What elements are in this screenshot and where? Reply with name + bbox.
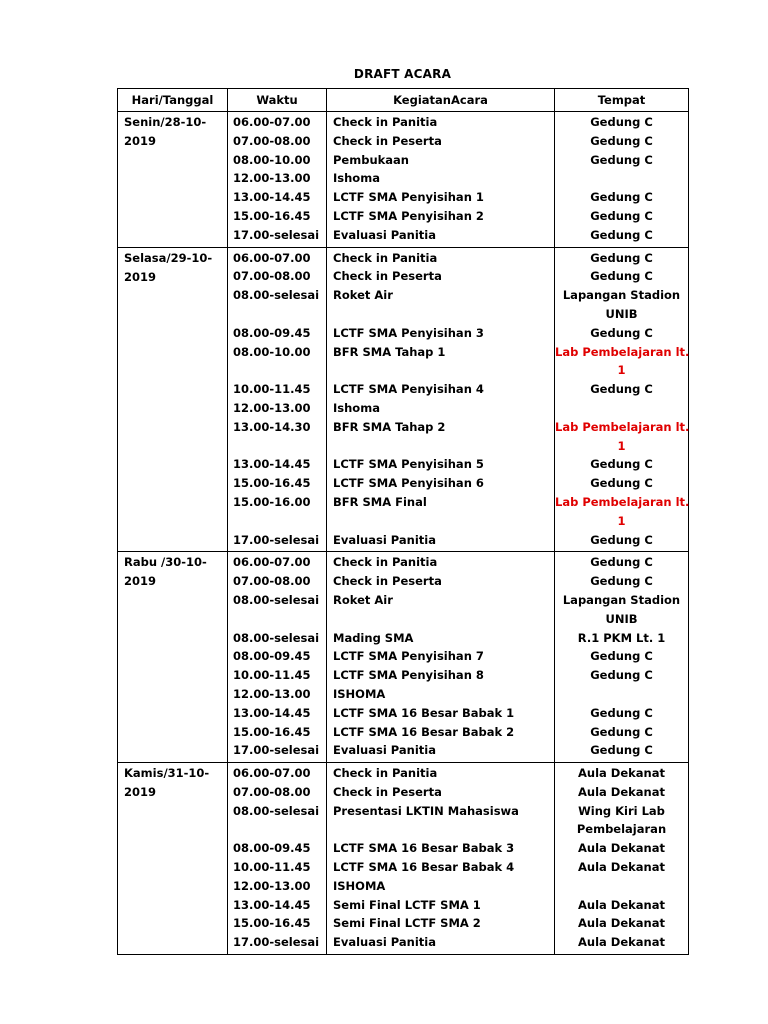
day-row [118,763,689,955]
header-time: Waktu [228,89,327,112]
entry-place: Lapangan Stadion [562,288,681,303]
entry-activity: BFR SMA Final [333,494,427,509]
entry-activity: Roket Air [333,288,393,303]
entry-place: Gedung C [590,668,653,683]
entry-activity: Check in Panitia [333,115,438,129]
entry-activity: LCTF SMA 16 Besar Babak 2 [333,724,515,739]
entry-activity: LCTF SMA Penyisihan 5 [333,457,484,472]
entry-place: Gedung C [590,382,653,397]
entry-time: 08.00-10.00 [233,152,311,167]
page-title: DRAFT ACARA [353,67,452,81]
activity-cell [327,552,555,763]
entry-activity: LCTF SMA Penyisihan 1 [333,190,484,205]
entry-activity: Semi Final LCTF SMA 2 [333,916,481,931]
entry-activity: BFR SMA Tahap 1 [333,344,446,359]
entry-time: 13.00-14.45 [233,190,311,205]
entry-place: Aula Dekanat [578,766,665,781]
entry-place [555,169,688,188]
entry-place: Lab Pembelajaran lt. [555,494,690,509]
day-label: Kamis/31-10- 2019 [124,766,210,800]
entry-time: 12.00-13.00 [233,400,311,415]
entry-activity: BFR SMA Tahap 2 [333,419,446,434]
entry-activity: Semi Final LCTF SMA 1 [333,897,481,912]
entry-time: 17.00-selesai [233,743,320,758]
entry-time: 07.00-08.00 [233,784,311,799]
day-cell [118,247,228,552]
entry-place: R.1 PKM Lt. 1 [577,630,666,645]
header-row [118,89,689,112]
entry-activity: LCTF SMA Penyisihan 4 [333,382,484,397]
place-cell [555,552,689,763]
entry-time: 17.00-selesai [233,935,320,950]
entry-time: 15.00-16.00 [233,494,311,509]
entry-place: Gedung C [590,555,653,570]
schedule-body [118,112,689,955]
entry-time: 06.00-07.00 [233,555,311,570]
entry-time: 08.00-09.45 [233,325,311,340]
entry-place: Aula Dekanat [578,897,665,912]
entry-activity: Check in Peserta [333,133,442,148]
entry-time: 08.00-selesai [233,592,320,607]
entry-time: 13.00-14.45 [233,897,311,912]
entry-activity: Roket Air [333,592,393,607]
entry-place: Gedung C [590,269,653,284]
day-cell [118,112,228,248]
entry-activity: Check in Peserta [333,269,442,284]
entry-activity: ISHOMA [333,878,386,893]
entry-time: 10.00-11.45 [233,382,311,397]
day-label: Rabu /30-10- 2019 [124,555,207,589]
day-label: Selasa/29-10- 2019 [124,250,213,284]
entry-place: Gedung C [590,208,653,223]
entry-place: Gedung C [590,250,653,265]
entry-place: Gedung C [590,190,653,205]
place-cell [555,763,689,955]
entry-activity: LCTF SMA Penyisihan 7 [333,649,484,664]
entry-place: Gedung C [590,152,653,167]
entry-activity: Pembukaan [333,152,409,167]
day-row [118,112,689,248]
entry-activity: LCTF SMA Penyisihan 2 [333,208,484,223]
entry-place: Lapangan Stadion [562,592,681,607]
entry-time: 13.00-14.45 [233,705,311,720]
entry-activity: LCTF SMA 16 Besar Babak 1 [333,705,515,720]
entry-time: 12.00-13.00 [233,878,311,893]
entry-time: 12.00-13.00 [233,171,311,186]
entry-time: 08.00-09.45 [233,841,311,856]
entry-place [555,685,688,704]
entry-time: 08.00-selesai [233,288,320,303]
entry-activity: Check in Peserta [333,784,442,799]
time-cell [228,552,327,763]
entry-activity: Evaluasi Panitia [333,935,437,950]
entry-time: 17.00-selesai [233,532,320,547]
entry-place: Gedung C [590,574,653,589]
entry-activity: Presentasi LKTIN Mahasiswa [333,803,519,818]
entry-time: 08.00-09.45 [233,649,311,664]
entry-place: Gedung C [590,476,653,491]
entry-activity: Check in Panitia [333,250,438,265]
entry-place [555,399,688,418]
header-day: Hari/Tanggal [118,89,228,112]
entry-time: 15.00-16.45 [233,724,311,739]
entry-activity: Mading SMA [333,630,414,645]
entry-time: 07.00-08.00 [233,269,311,284]
entry-time: 13.00-14.30 [233,419,311,434]
entry-activity: ISHOMA [333,686,386,701]
entry-place: Pembelajaran [576,822,667,837]
place-cell [555,112,689,248]
entry-place: Gedung C [590,743,653,758]
header-place: Tempat [555,89,689,112]
entry-place: Gedung C [590,457,653,472]
entry-time: 15.00-16.45 [233,208,311,223]
entry-time: 17.00-selesai [233,227,320,242]
activity-cell [327,763,555,955]
entry-time: 08.00-10.00 [233,344,311,359]
entry-time: 07.00-08.00 [233,133,311,148]
place-cell [555,247,689,552]
entry-activity: LCTF SMA 16 Besar Babak 3 [333,841,515,856]
entry-place: Wing Kiri Lab [578,803,665,818]
entry-time: 15.00-16.45 [233,476,311,491]
time-cell [228,763,327,955]
entry-time: 08.00-selesai [233,630,320,645]
entry-place: Gedung C [590,649,653,664]
entry-place: Lab Pembelajaran lt. [555,344,690,359]
entry-activity: Ishoma [333,171,380,186]
day-label: Senin/28-10- 2019 [124,115,207,148]
entry-place: Gedung C [590,133,653,148]
header-activity: KegiatanAcara [327,89,555,112]
entry-place: 1 [617,438,626,453]
entry-time: 12.00-13.00 [233,686,311,701]
entry-time: 15.00-16.45 [233,916,311,931]
entry-time: 07.00-08.00 [233,574,311,589]
entry-place: Gedung C [590,705,653,720]
entry-time: 08.00-selesai [233,803,320,818]
entry-place: Gedung C [590,227,653,242]
entry-activity: Evaluasi Panitia [333,743,437,758]
day-cell [118,763,228,955]
entry-activity: Evaluasi Panitia [333,532,437,547]
entry-place: Aula Dekanat [578,860,665,875]
entry-place: Aula Dekanat [578,784,665,799]
entry-activity: LCTF SMA Penyisihan 3 [333,325,484,340]
entry-place: Gedung C [590,325,653,340]
activity-cell [327,112,555,248]
entry-activity: LCTF SMA 16 Besar Babak 4 [333,860,515,875]
entry-activity: LCTF SMA Penyisihan 6 [333,476,484,491]
entry-place: Lab Pembelajaran lt. [555,419,690,434]
entry-place: Aula Dekanat [578,916,665,931]
entry-time: 06.00-07.00 [233,766,311,781]
entry-time: 06.00-07.00 [233,250,311,265]
entry-place: Gedung C [590,532,653,547]
entry-activity: Check in Peserta [333,574,442,589]
entry-time: 10.00-11.45 [233,668,311,683]
entry-place: Gedung C [590,724,653,739]
entry-place: UNIB [605,306,638,321]
entry-place: 1 [617,513,626,528]
entry-time: 13.00-14.45 [233,457,311,472]
entry-place: Gedung C [590,115,653,129]
day-row [118,552,689,763]
entry-activity: Check in Panitia [333,766,438,781]
entry-activity: Evaluasi Panitia [333,227,437,242]
entry-place: UNIB [605,611,638,626]
schedule-table [117,88,689,955]
entry-activity: Ishoma [333,400,380,415]
day-row [118,247,689,552]
activity-cell [327,247,555,552]
entry-place: 1 [617,363,626,378]
entry-time: 06.00-07.00 [233,115,311,129]
time-cell [228,247,327,552]
entry-activity: Check in Panitia [333,555,438,570]
entry-time: 10.00-11.45 [233,860,311,875]
entry-activity: LCTF SMA Penyisihan 8 [333,668,484,683]
time-cell [228,112,327,248]
day-cell [118,552,228,763]
entry-place [555,877,688,896]
entry-place: Aula Dekanat [578,935,665,950]
entry-place: Aula Dekanat [578,841,665,856]
